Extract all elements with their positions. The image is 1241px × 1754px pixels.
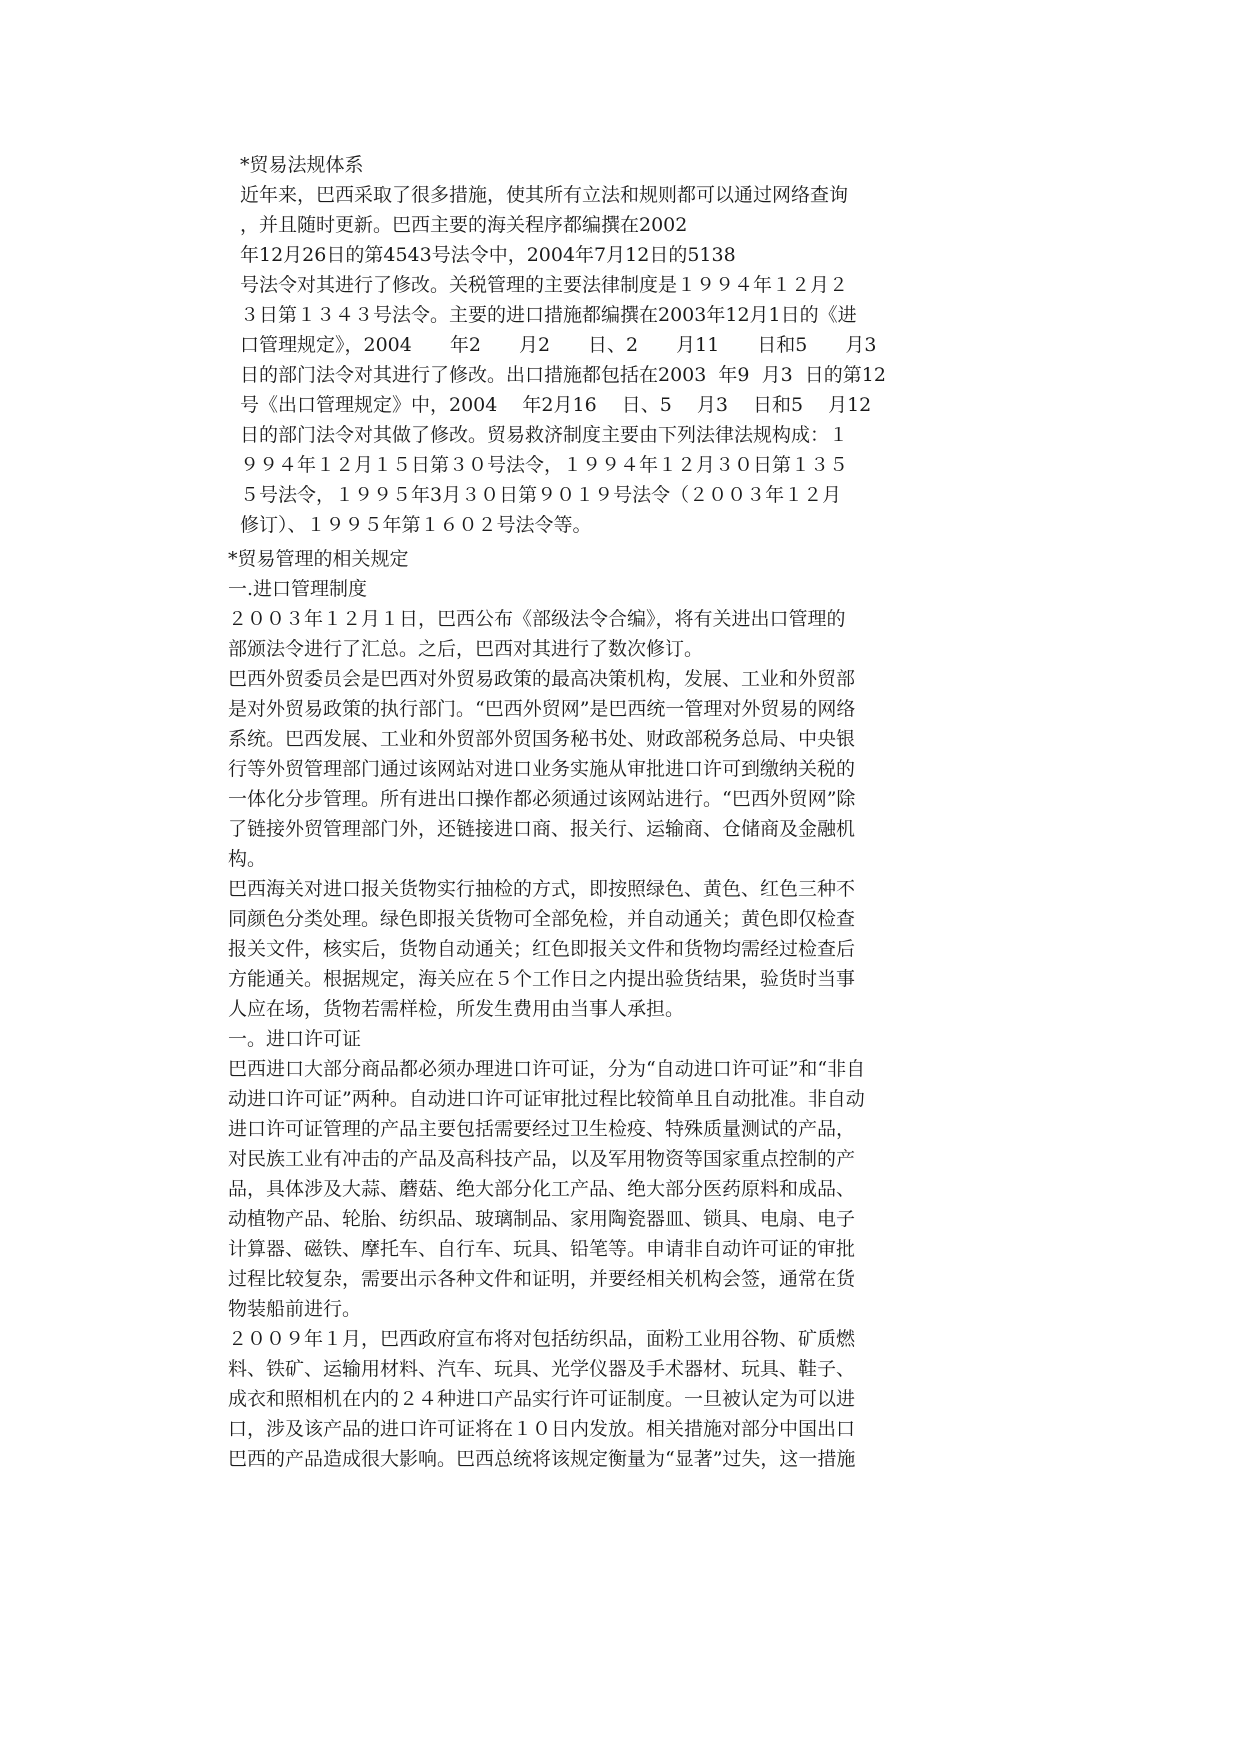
paragraph-line: 巴西外贸委员会是巴西对外贸易政策的最高决策机构，发展、工业和外贸部 [228,668,856,690]
paragraph-line: 日的部门法令对其做了修改。贸易救济制度主要由下列法律法规构成：１ [240,424,849,446]
paragraph-line: 方能通关。根据规定，海关应在５个工作日之内提出验货结果，验货时当事 [228,968,856,990]
paragraph-line: 部颁法令进行了汇总。之后，巴西对其进行了数次修订。 [228,638,704,660]
section-heading-trade-law-system: *贸易法规体系 [240,154,364,176]
paragraph-line: ２００９年１月，巴西政府宣布将对包括纺织品，面粉工业用谷物、矿质燃 [228,1328,856,1350]
paragraph-line: 人应在场，货物若需样检，所发生费用由当事人承担。 [228,998,685,1020]
paragraph-line: 近年来，巴西采取了很多措施，使其所有立法和规则都可以通过网络查询 [240,184,849,206]
paragraph-line: 同颜色分类处理。绿色即报关货物可全部免检，并自动通关；黄色即仅检查 [228,908,856,930]
paragraph-line: 报关文件，核实后，货物自动通关；红色即报关文件和货物均需经过检查后 [228,938,856,960]
paragraph-line: 对民族工业有冲击的产品及高科技产品，以及军用物资等国家重点控制的产 [228,1148,856,1170]
paragraph-line: 行等外贸管理部门通过该网站对进口业务实施从审批进口许可到缴纳关税的 [228,758,856,780]
subheading-import-license: 一。进口许可证 [228,1028,362,1050]
paragraph-line: 口，涉及该产品的进口许可证将在１０日内发放。相关措施对部分中国出口 [228,1418,856,1440]
paragraph-line: 物装船前进行。 [228,1298,362,1320]
paragraph-line: 巴西海关对进口报关货物实行抽检的方式，即按照绿色、黄色、红色三种不 [228,878,856,900]
paragraph-line: 日的部门法令对其进行了修改。出口措施都包括在2003 年9 月3 日的第12 [240,364,886,386]
paragraph-line: 是对外贸易政策的执行部门。“巴西外贸网”是巴西统一管理对外贸易的网络 [228,698,856,720]
paragraph-line: 巴西的产品造成很大影响。巴西总统将该规定衡量为“显著”过失，这一措施 [228,1448,856,1470]
paragraph-line: 修订）、１９９５年第１６０２号法令等。 [240,514,592,536]
paragraph-line: 了链接外贸管理部门外，还链接进口商、报关行、运输商、仓储商及金融机 [228,818,856,840]
paragraph-line: 号法令对其进行了修改。关税管理的主要法律制度是１９９４年１２月２ [240,274,849,296]
paragraph-line: 过程比较复杂，需要出示各种文件和证明，并要经相关机构会签，通常在货 [228,1268,856,1290]
paragraph-line: ３日第１３４３号法令。主要的进口措施都编撰在2003年12月1日的《进 [240,304,857,326]
paragraph-line: 巴西进口大部分商品都必须办理进口许可证，分为“自动进口许可证”和“非自 [228,1058,866,1080]
paragraph-line: 口管理规定》，2004 年2 月2 日、2 月11 日和5 月3 [240,334,877,356]
paragraph-line: 成衣和照相机在内的２４种进口产品实行许可证制度。一旦被认定为可以进 [228,1388,856,1410]
paragraph-line: 一体化分步管理。所有进出口操作都必须通过该网站进行。“巴西外贸网”除 [228,788,856,810]
paragraph-line: 计算器、磁铁、摩托车、自行车、玩具、铅笔等。申请非自动许可证的审批 [228,1238,856,1260]
paragraph-line: ９９４年１２月１５日第３０号法令，１９９４年１２月３０日第１３５ [240,454,849,476]
paragraph-line: 料、铁矿、运输用材料、汽车、玩具、光学仪器及手术器材、玩具、鞋子、 [228,1358,856,1380]
paragraph-line: ５号法令，１９９５年3月３０日第９０１９号法令（２００３年１２月 [240,484,842,506]
paragraph-line: ，并且随时更新。巴西主要的海关程序都编撰在2002 [240,214,688,236]
paragraph-line: 进口许可证管理的产品主要包括需要经过卫生检疫、特殊质量测试的产品， [228,1118,856,1140]
paragraph-line: ２００３年１２月１日，巴西公布《部级法令合编》，将有关进出口管理的 [228,608,846,630]
subheading-import-management: 一.进口管理制度 [228,578,368,600]
section-heading-trade-management: *贸易管理的相关规定 [228,548,409,570]
paragraph-line: 品，具体涉及大蒜、蘑菇、绝大部分化工产品、绝大部分医药原料和成品、 [228,1178,856,1200]
paragraph-line: 构。 [228,848,267,870]
paragraph-line: 号《出口管理规定》中，2004 年2月16 日、5 月3 日和5 月12 [240,394,872,416]
paragraph-line: 动进口许可证”两种。自动进口许可证审批过程比较简单且自动批准。非自动 [228,1088,865,1110]
paragraph-line: 动植物产品、轮胎、纺织品、玻璃制品、家用陶瓷器皿、锁具、电扇、电子 [228,1208,856,1230]
paragraph-line: 年12月26日的第4543号法令中，2004年7月12日的5138 [240,244,736,266]
paragraph-line: 系统。巴西发展、工业和外贸部外贸国务秘书处、财政部税务总局、中央银 [228,728,856,750]
